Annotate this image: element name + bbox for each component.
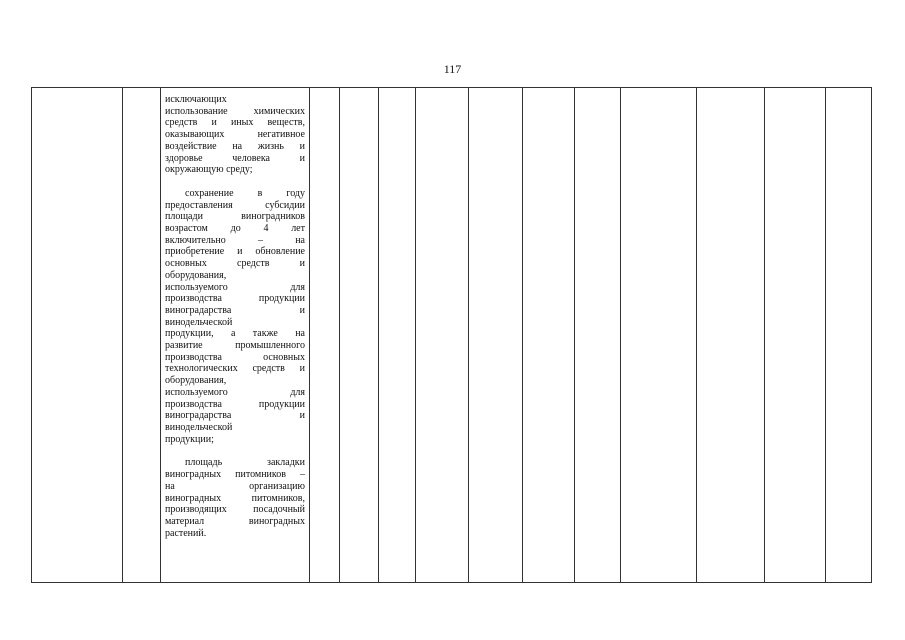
table-cell-10 (575, 88, 621, 583)
table-cell-9 (523, 88, 575, 583)
text-line: включительно – на (165, 234, 305, 246)
text-line: материал виноградных (165, 515, 305, 527)
text-line: приобретение и обновление (165, 246, 305, 258)
text-line: возрастом до 4 лет (165, 223, 305, 235)
text-line: используемого для (165, 281, 305, 293)
text-line: на организацию (165, 480, 305, 492)
description-text (165, 94, 305, 539)
text-line: площадь закладки (185, 457, 305, 469)
text-line: производящих посадочный (165, 504, 305, 516)
text-line: винодельческой (165, 421, 233, 433)
table-cell-11 (621, 88, 697, 583)
table-cell-8 (469, 88, 523, 583)
text-line: производства основных (165, 351, 305, 363)
text-line: виноградарства и (165, 410, 305, 422)
text-line: винодельческой (165, 316, 233, 328)
table-cell-4 (310, 88, 340, 583)
text-line: производства продукции (165, 398, 305, 410)
text-line: виноградарства и (165, 304, 305, 316)
text-line: продукции; (165, 433, 214, 445)
text-line: технологических средств и (165, 363, 305, 375)
table-cell-description (161, 88, 310, 583)
text-line: оказывающих негативное (165, 129, 305, 141)
page-number: 117 (443, 62, 462, 76)
text-line: исключающих (165, 94, 227, 105)
text-line: виноградных питомников – (165, 469, 305, 481)
paragraph (165, 457, 305, 539)
paragraph-gap (165, 176, 305, 188)
document-table (31, 87, 872, 583)
table-cell-2 (123, 88, 161, 583)
table-cell-5 (340, 88, 379, 583)
text-line: виноградных питомников, (165, 492, 305, 504)
text-line: растений. (165, 527, 207, 539)
text-line: оборудования, (165, 269, 227, 281)
paragraph (165, 94, 305, 176)
table-cell-14 (826, 88, 872, 583)
table-cell-6 (379, 88, 416, 583)
table-cell-1 (32, 88, 123, 583)
text-line: площади виноградников (165, 211, 305, 223)
paragraph (165, 188, 305, 445)
text-line: предоставления субсидии (165, 199, 305, 211)
text-line: развитие промышленного (165, 340, 305, 352)
text-line: производства продукции (165, 293, 305, 305)
table-row (32, 88, 872, 583)
text-line: использование химических (165, 105, 305, 117)
table-cell-12 (697, 88, 765, 583)
paragraph-gap (165, 445, 305, 457)
table-cell-13 (765, 88, 826, 583)
table-cell-7 (416, 88, 469, 583)
text-line: окружающую среду; (165, 164, 253, 176)
text-line: оборудования, (165, 375, 227, 387)
text-line: продукции, а также на (165, 328, 305, 340)
text-line: воздействие на жизнь и (165, 140, 305, 152)
text-line: используемого для (165, 386, 305, 398)
text-line: основных средств и (165, 258, 305, 270)
text-line: средств и иных веществ, (165, 117, 305, 129)
text-line: здоровье человека и (165, 152, 305, 164)
text-line: сохранение в году (185, 187, 305, 199)
